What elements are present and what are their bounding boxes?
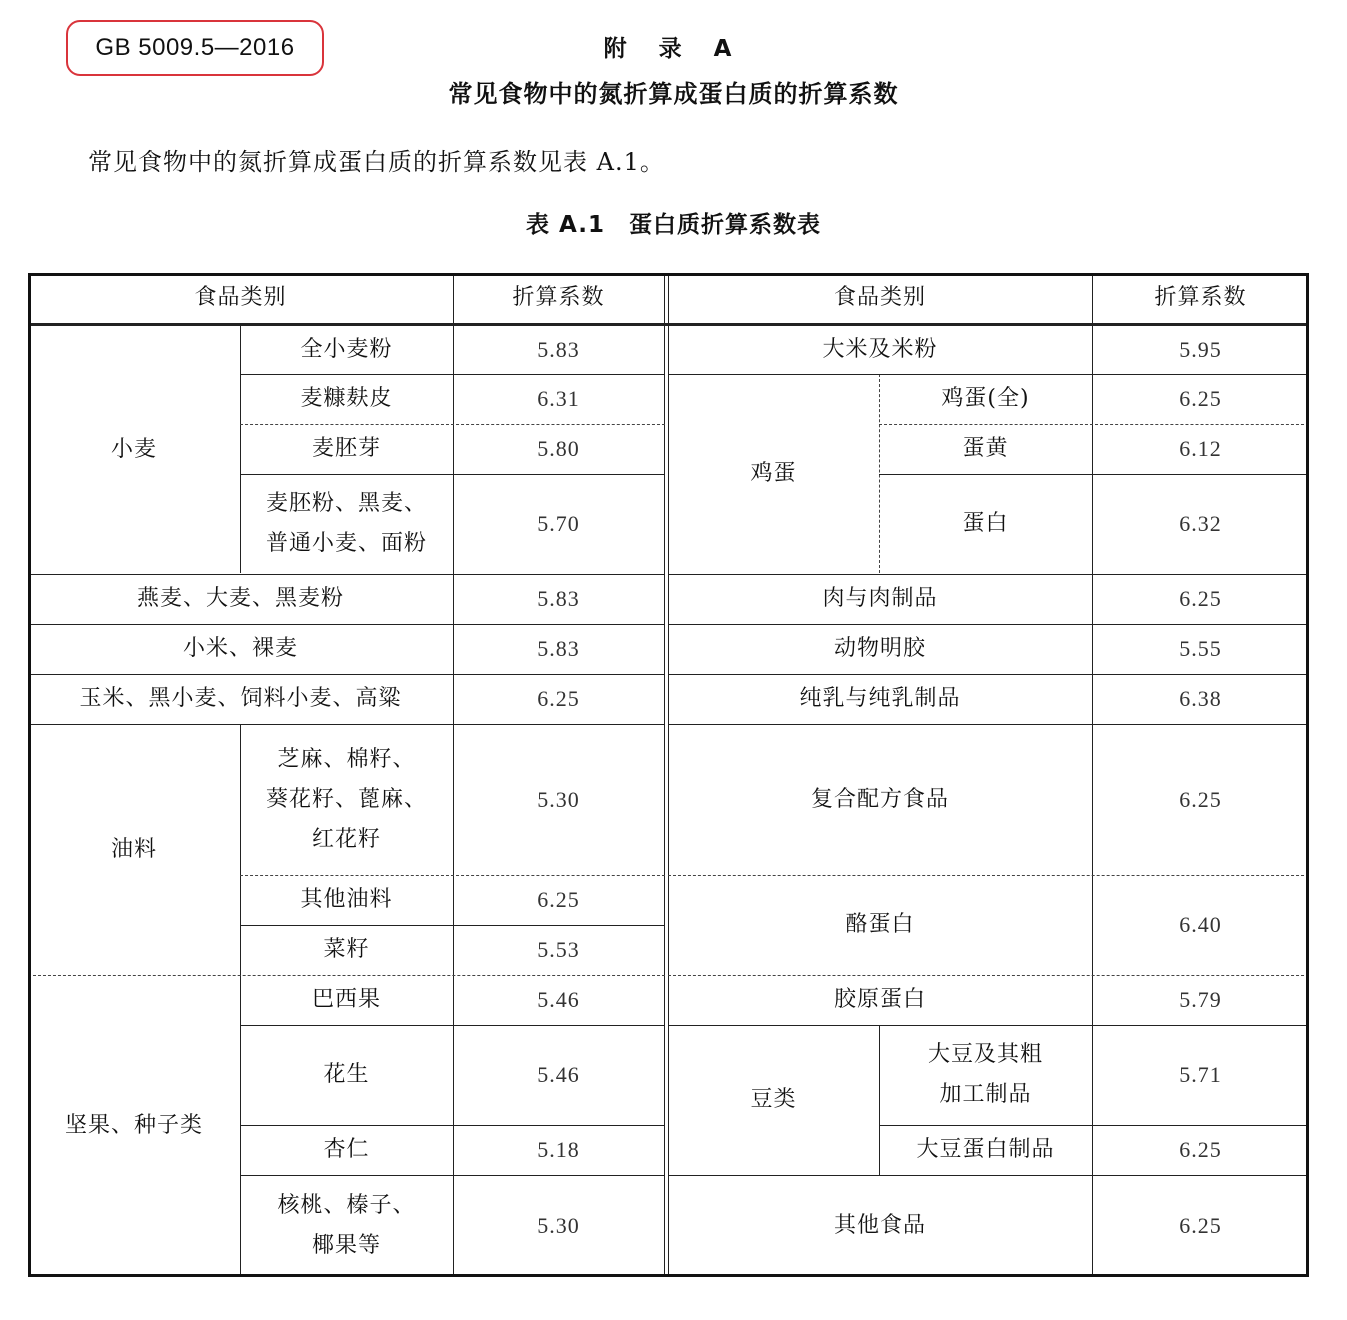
coef-rapeseed: 5.53 <box>537 937 580 962</box>
food-name-millet: 小米、裸麦 <box>182 636 298 661</box>
food-name-peanut: 花生 <box>323 1062 370 1087</box>
coef-whole-egg: 6.25 <box>1179 386 1222 411</box>
food-name-gelatin: 动物明胶 <box>833 636 926 661</box>
food-name-walnut-hazelnut: 核桃、榛子、 椰果等 <box>277 1193 416 1258</box>
coef-collagen: 5.79 <box>1179 987 1222 1012</box>
food-name-egg-yolk: 蛋黄 <box>962 436 1009 461</box>
appendix-subtitle: 常见食物中的氮折算成蛋白质的折算系数 <box>448 80 899 108</box>
coef-oat-barley: 5.83 <box>537 586 580 611</box>
food-name-egg-white: 蛋白 <box>962 511 1009 536</box>
food-name-wheat-bran: 麦糠麸皮 <box>300 386 393 411</box>
food-name-soybean-products: 大豆及其粗 加工制品 <box>927 1042 1043 1107</box>
header-left-coefficient: 折算系数 <box>512 285 605 310</box>
group-label-oilseeds: 油料 <box>110 836 157 862</box>
coef-formula-food: 6.25 <box>1179 786 1222 812</box>
coef-wheat-bran: 6.31 <box>537 386 580 411</box>
food-name-soy-protein-products: 大豆蛋白制品 <box>916 1137 1055 1162</box>
food-name-other-foods: 其他食品 <box>833 1213 926 1238</box>
header-right-coefficient: 折算系数 <box>1154 285 1247 310</box>
coef-other-oilseeds: 6.25 <box>537 887 580 912</box>
coef-whole-wheat-flour: 5.83 <box>537 336 580 362</box>
group-label-eggs: 鸡蛋 <box>750 461 797 486</box>
food-name-brazil-nut: 巴西果 <box>311 987 381 1012</box>
coef-millet: 5.83 <box>537 636 580 661</box>
coef-brazil-nut: 5.46 <box>537 987 580 1012</box>
appendix-title: 附 录 A <box>603 36 744 62</box>
table-caption: 表 A.1 蛋白质折算系数表 <box>526 212 821 238</box>
coef-casein: 6.40 <box>1179 912 1222 937</box>
food-name-meat: 肉与肉制品 <box>822 586 938 611</box>
food-name-other-oilseeds: 其他油料 <box>300 887 393 912</box>
food-name-casein: 酪蛋白 <box>845 912 915 937</box>
group-label-wheat: 小麦 <box>110 436 157 462</box>
header-left-category: 食品类别 <box>194 285 287 310</box>
coef-milk: 6.38 <box>1179 686 1222 711</box>
food-name-rapeseed: 菜籽 <box>323 937 370 962</box>
coef-soy-protein-products: 6.25 <box>1179 1137 1222 1162</box>
food-name-collagen: 胶原蛋白 <box>833 987 926 1012</box>
food-name-oat-barley: 燕麦、大麦、黑麦粉 <box>136 586 344 611</box>
coef-sesame-cottonseed: 5.30 <box>537 786 580 812</box>
intro-paragraph: 常见食物中的氮折算成蛋白质的折算系数见表 A.1。 <box>88 148 665 176</box>
coef-other-foods: 6.25 <box>1179 1213 1222 1238</box>
coef-almond: 5.18 <box>537 1137 580 1162</box>
food-name-rice: 大米及米粉 <box>822 336 938 362</box>
food-name-corn-sorghum: 玉米、黑小麦、饲料小麦、高粱 <box>79 686 402 711</box>
food-name-sesame-cottonseed: 芝麻、棉籽、 葵花籽、蓖麻、 红花籽 <box>265 746 427 852</box>
coef-walnut-hazelnut: 5.30 <box>537 1213 580 1238</box>
coef-egg-white: 6.32 <box>1179 511 1222 536</box>
coef-rice: 5.95 <box>1179 336 1222 362</box>
food-name-wheat-germ-flour: 麦胚粉、黑麦、 普通小麦、面粉 <box>265 491 427 556</box>
coef-soybean-products: 5.71 <box>1179 1062 1222 1087</box>
coef-peanut: 5.46 <box>537 1062 580 1087</box>
food-name-whole-egg: 鸡蛋(全) <box>941 386 1030 411</box>
coef-meat: 6.25 <box>1179 586 1222 611</box>
food-name-milk: 纯乳与纯乳制品 <box>799 686 961 711</box>
protein-conversion-table <box>28 273 1309 1277</box>
header-right-category: 食品类别 <box>833 285 926 310</box>
food-name-whole-wheat-flour: 全小麦粉 <box>300 336 393 362</box>
food-name-formula-food: 复合配方食品 <box>810 786 949 812</box>
group-label-nuts-seeds: 坚果、种子类 <box>64 1113 203 1138</box>
coef-wheat-germ: 5.80 <box>537 436 580 461</box>
coef-gelatin: 5.55 <box>1179 636 1222 661</box>
coef-corn-sorghum: 6.25 <box>537 686 580 711</box>
food-name-almond: 杏仁 <box>323 1137 370 1162</box>
coef-egg-yolk: 6.12 <box>1179 436 1222 461</box>
group-label-beans: 豆类 <box>750 1087 797 1112</box>
food-name-wheat-germ: 麦胚芽 <box>311 436 381 461</box>
standard-code-badge: GB 5009.5—2016 <box>66 20 324 76</box>
coef-wheat-germ-flour: 5.70 <box>537 511 580 536</box>
